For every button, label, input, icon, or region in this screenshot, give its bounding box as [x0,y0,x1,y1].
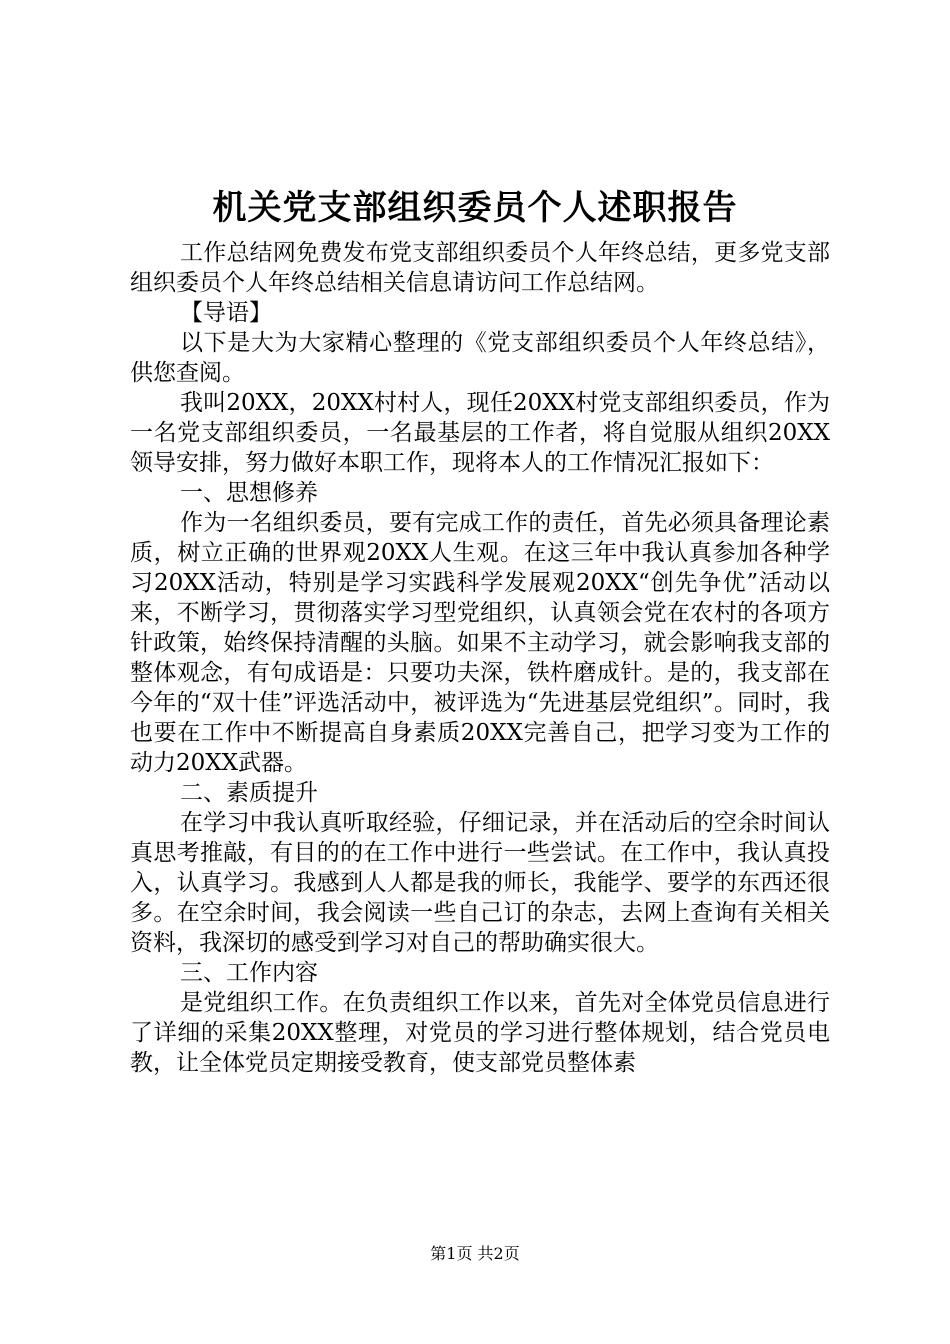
section-1-paragraph: 作为一名组织委员，要有完成工作的责任，首先必须具备理论素质，树立正确的世界观20XX人生观。在这三年中我认真参加各种学习20XX活动，特别是学习实践科学发展观20XX“创先争优”活动以来，不断学习，贯彻落实学习型党组织，认真领会党在农村的各项方针政策，始终保持清醒的头脑。如果不主动学习，就会影响我支部的整体观念，有句成语是：只要功夫深，铁杵磨成针。是的，我支部在今年的“双十佳”评选活动中，被评选为“先进基层党组织”。同时，我也要在工作中不断提高自身素质20XX完善自己，把学习变为工作的动力20XX武器。 [130,510,830,776]
section-heading-3: 三、工作内容 [180,960,318,986]
page-number-footer: 第1页 共2页 [430,1244,520,1263]
self-introduction-paragraph: 我叫20XX，20XX村村人，现任20XX村党支部组织委员，作为一名党支部组织委员，一名最基层的工作者，将自觉服从组织20XX领导安排，努力做好本职工作，现将本人的工作情况汇报如下： [130,390,830,476]
section-heading-1: 一、思想修养 [180,480,318,506]
intro-paragraph: 工作总结网免费发布党支部组织委员个人年终总结，更多党支部组织委员个人年终总结相关信息请访问工作总结网。 [130,240,830,296]
document-title: 机关党支部组织委员个人述职报告 [212,188,738,228]
section-3-paragraph: 是党组织工作。在负责组织工作以来，首先对全体党员信息进行了详细的采集20XX整理，对党员的学习进行整体规划，结合党员电教，让全体党员定期接受教育，使支部党员整体素 [130,990,830,1076]
section-2-paragraph: 在学习中我认真听取经验，仔细记录，并在活动后的空余时间认真思考推敲，有目的的在工作中进行一些尝试。在工作中，我认真投入，认真学习。我感到人人都是我的师长，我能学、要学的东西还很多。在空余时间，我会阅读一些自己订的杂志，去网上查询有关相关资料，我深切的感受到学习对自己的帮助确实很大。 [130,810,830,956]
document-body [130,238,830,1078]
section-heading-2: 二、素质提升 [180,780,318,806]
lead-heading: 【导语】 [180,300,272,326]
lead-paragraph: 以下是大为大家精心整理的《党支部组织委员个人年终总结》，供您查阅。 [130,330,830,386]
